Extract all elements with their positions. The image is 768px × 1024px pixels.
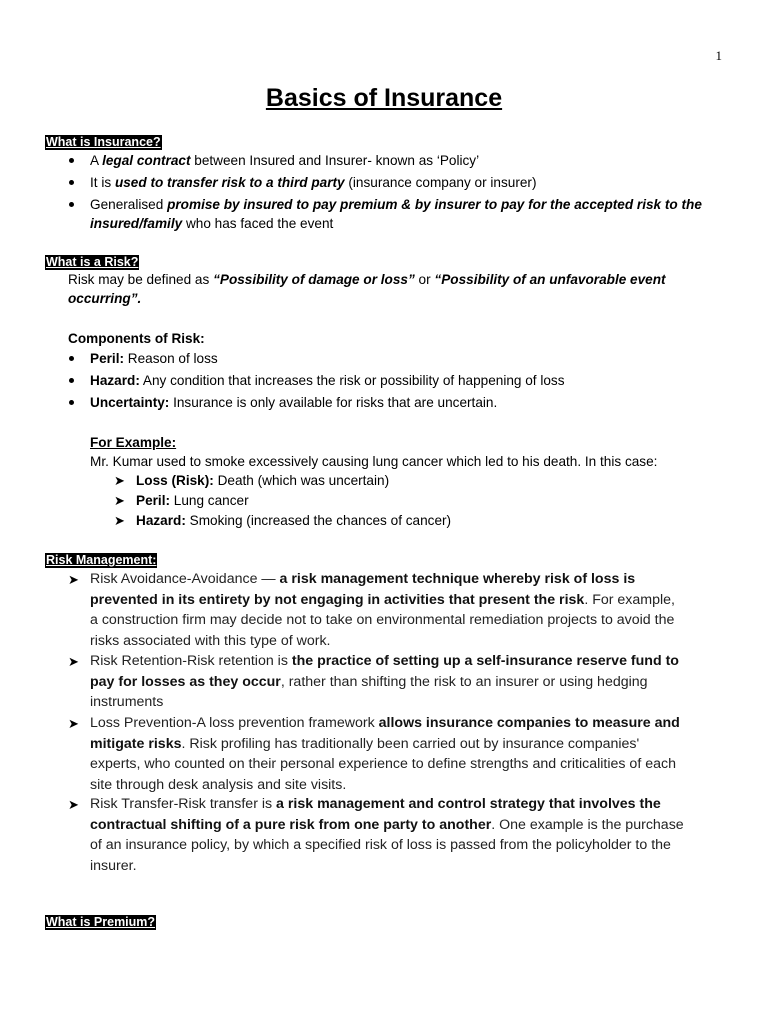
bullet-dot xyxy=(69,356,74,361)
example-hazard: Hazard: Smoking (increased the chances of cancer) xyxy=(136,513,452,528)
bullet-dot xyxy=(69,378,74,383)
heading-what-is-risk: What is a Risk? xyxy=(46,255,139,269)
insurance-bullet-1: A legal contract between Insured and Insurer- known as ‘Policy’ xyxy=(90,153,480,168)
risk-definition-cont: occurring”. xyxy=(68,291,142,306)
insurance-bullet-3-cont: insured/family who has faced the event xyxy=(90,216,334,231)
heading-risk-management: Risk Management: xyxy=(46,553,157,567)
arrow-bullet-icon: ➤ xyxy=(68,654,79,669)
component-uncertainty: Uncertainty: Insurance is only available for risks that are uncertain. xyxy=(90,395,498,410)
component-hazard: Hazard: Any condition that increases the risk or possibility of happening of loss xyxy=(90,373,565,388)
loss-prevention: Loss Prevention-A loss prevention framework allows insurance companies to measure and mitigate risks. Risk profiling has traditionally been carried out by insurance companies' experts, who counted on their personal experience to define strengths and criticalities of each site through desk analysis and site visits. xyxy=(90,715,680,793)
bullet-dot xyxy=(69,400,74,405)
document-title: Basics of Insurance xyxy=(265,84,503,112)
arrow-bullet-icon: ➤ xyxy=(114,513,125,528)
arrow-bullet-icon: ➤ xyxy=(68,572,79,587)
example-heading: For Example: xyxy=(90,435,177,450)
example-peril: Peril: Lung cancer xyxy=(136,493,249,508)
example-text: Mr. Kumar used to smoke excessively causing lung cancer which led to his death. In this case: xyxy=(90,454,658,469)
arrow-bullet-icon: ➤ xyxy=(114,473,125,488)
components-heading: Components of Risk: xyxy=(68,331,205,346)
arrow-bullet-icon: ➤ xyxy=(114,493,125,508)
component-peril: Peril: Reason of loss xyxy=(90,351,218,366)
heading-what-is-premium: What is Premium? xyxy=(46,915,156,929)
risk-definition: Risk may be defined as “Possibility of damage or loss” or “Possibility of an unfavorable event xyxy=(68,272,666,287)
risk-transfer: Risk Transfer-Risk transfer is a risk management and control strategy that involves the contractual shifting of a pure risk from one party to another. One example is the purchase of an insurance policy, by which a specified risk of loss is passed from the policyholder to the insurer. xyxy=(90,796,684,874)
page-number: 1 xyxy=(715,48,722,63)
arrow-bullet-icon: ➤ xyxy=(68,716,79,731)
insurance-bullet-3: Generalised promise by insured to pay premium & by insurer to pay for the accepted risk to the xyxy=(90,197,702,212)
risk-avoidance: Risk Avoidance-Avoidance — a risk management technique whereby risk of loss is prevented in its entirety by not engaging in activities that present the risk. For example, a construction firm may decide not to take on environmental remediation projects to avoid the risks associated with this type of work. xyxy=(90,571,675,649)
arrow-bullet-icon: ➤ xyxy=(68,797,79,812)
insurance-bullet-2: It is used to transfer risk to a third party (insurance company or insurer) xyxy=(90,175,537,190)
heading-what-is-insurance: What is Insurance? xyxy=(46,135,161,149)
risk-retention: Risk Retention-Risk retention is the practice of setting up a self-insurance reserve fund to pay for losses as they occur, rather than shifting the risk to an insurer or using hedging instruments xyxy=(90,653,679,711)
bullet-dot xyxy=(69,180,74,185)
bullet-dot xyxy=(69,158,74,163)
example-loss: Loss (Risk): Death (which was uncertain) xyxy=(136,473,390,488)
bullet-dot xyxy=(69,202,74,207)
